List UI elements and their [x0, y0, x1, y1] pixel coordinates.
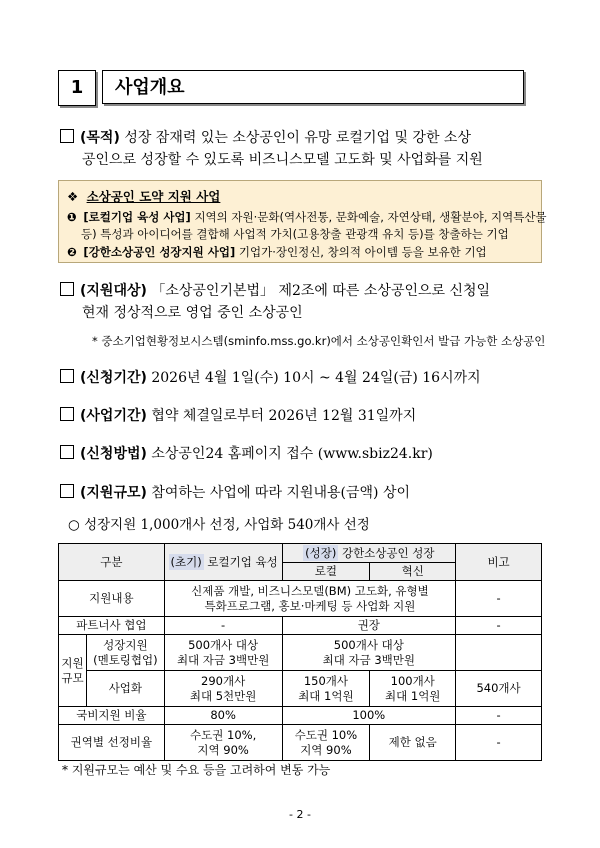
item1-text: 지역의 자원·문화(역사전통, 문화예술, 자연상태, 생활분야, 지역특산물 — [190, 210, 547, 224]
purpose-label: (목적) — [80, 130, 120, 146]
header-innov-sub: 혁신 — [370, 563, 456, 581]
row-support-content-note: - — [456, 581, 542, 617]
header-note: 비고 — [456, 544, 542, 581]
regional-local-line1: 수도권 10%, — [190, 727, 257, 742]
target-row — [60, 280, 490, 302]
checkbox-icon — [60, 282, 74, 296]
row-regional-local — [164, 725, 282, 761]
number-one-icon: ❶ — [67, 210, 77, 224]
highlight-title: 소상공인 도약 지원 사업 — [86, 189, 221, 204]
highlight-title-row — [67, 187, 220, 205]
header-local — [164, 544, 282, 581]
header-strong-tag: (성장) — [305, 545, 337, 560]
row-growth-strong — [282, 635, 456, 671]
item2-label: [강한소상공인 성장지원 사업] — [83, 245, 236, 259]
scale-group-line1: 지원 — [61, 655, 84, 670]
checkbox-icon — [60, 129, 74, 143]
row-commercial-strong-local — [282, 671, 370, 707]
header-strong-text: 강한소상공인 성장 — [338, 545, 435, 560]
scale-sub: ○ 성장지원 1,000개사 선정, 사업화 540개사 선정 — [68, 517, 370, 533]
apply-method-label: (신청방법) — [80, 446, 147, 462]
commercial-strong-local-line1: 150개사 — [303, 673, 348, 688]
row-commercial-label: 사업화 — [86, 671, 164, 707]
row-national-ratio-local: 80% — [164, 707, 282, 725]
scale-label: (지원규모) — [80, 485, 147, 501]
header-strong — [282, 544, 456, 563]
growth-label-line2: (멘토링협업) — [93, 652, 158, 667]
row-regional-label: 권역별 선정비율 — [59, 725, 165, 761]
apply-period-row — [60, 367, 481, 389]
row-national-ratio-note: - — [456, 707, 542, 725]
section-number: 1 — [58, 70, 96, 106]
row-regional-note: - — [456, 725, 542, 761]
row-growth-note — [456, 635, 542, 671]
commercial-local-line1: 290개사 — [201, 673, 246, 688]
highlight-item2 — [67, 244, 487, 260]
commercial-local-line2: 최대 5천만원 — [189, 688, 257, 703]
section-title: 사업개요 — [102, 70, 524, 104]
number-two-icon: ❷ — [67, 245, 77, 259]
target-label: (지원대상) — [80, 283, 147, 299]
checkbox-icon — [60, 445, 74, 459]
item1-text2: 등) 특성과 아이디어를 결합해 사업적 가치(고용창출 관광객 유치 등)를 창출하는 기업 — [81, 227, 509, 241]
row-national-ratio-strong: 100% — [282, 707, 456, 725]
project-period-label: (사업기간) — [80, 408, 147, 424]
header-gubun: 구분 — [59, 544, 165, 581]
growth-label-line1: 성장지원 — [103, 637, 148, 652]
apply-method-text: 소상공인24 홈페이지 접수 (www.sbiz24.kr) — [151, 446, 433, 462]
row-partner-note: - — [456, 617, 542, 635]
diamond-icon: ❖ — [67, 189, 79, 204]
support-content-line1: 신제품 개발, 비즈니스모델(BM) 고도화, 유형별 — [191, 583, 429, 598]
highlight-box — [58, 180, 547, 263]
row-commercial-strong-innov — [370, 671, 456, 707]
target-line1: 「소상공인기본법」 제2조에 따른 소상공인으로 신청일 — [151, 283, 491, 299]
growth-strong-line2: 최대 자금 3백만원 — [322, 652, 415, 667]
header-local-text: 로컬기업 육성 — [203, 554, 278, 569]
purpose-row — [60, 127, 471, 149]
header-local-tag: (초기) — [170, 554, 202, 569]
row-partner-local: - — [164, 617, 282, 635]
highlight-item1 — [67, 209, 547, 225]
target-note: * 중소기업현황정보시스템(sminfo.mss.go.kr)에서 소상공인확인서 발급 가능한 소상공인 — [92, 334, 546, 348]
scale-row — [60, 482, 410, 504]
regional-strong-local-line2: 지역 90% — [300, 742, 352, 757]
row-support-content-label: 지원내용 — [59, 581, 165, 617]
target-line2: 현재 정상적으로 영업 중인 소상공인 — [82, 305, 303, 321]
row-commercial-note: 540개사 — [456, 671, 542, 707]
row-growth-local — [164, 635, 282, 671]
project-period-row — [60, 405, 416, 427]
item1-label: [로컬기업 육성 사업] — [83, 210, 191, 224]
regional-strong-local-line1: 수도권 10% — [294, 727, 358, 742]
apply-method-row — [60, 443, 433, 465]
row-scale-group — [59, 635, 87, 707]
support-scale-table — [58, 543, 542, 761]
checkbox-icon — [60, 484, 74, 498]
apply-period-text: 2026년 4월 1일(수) 10시 ~ 4월 24일(금) 16시까지 — [151, 370, 481, 386]
row-growth-label — [86, 635, 164, 671]
row-national-ratio-label: 국비지원 비율 — [59, 707, 165, 725]
apply-period-label: (신청기간) — [80, 370, 147, 386]
checkbox-icon — [60, 369, 74, 383]
support-content-line2: 특화프로그램, 홍보·마케팅 등 사업화 지원 — [204, 598, 416, 613]
checkbox-icon — [60, 407, 74, 421]
row-regional-strong-innov: 제한 없음 — [370, 725, 456, 761]
row-regional-strong-local — [282, 725, 370, 761]
growth-strong-line1: 500개사 대상 — [333, 637, 404, 652]
header-local-sub: 로컬 — [282, 563, 370, 581]
row-commercial-local — [164, 671, 282, 707]
scale-text: 참여하는 사업에 따라 지원내용(금액) 상이 — [151, 485, 410, 501]
growth-local-line2: 최대 자금 3백만원 — [176, 652, 270, 667]
row-support-content — [164, 581, 455, 617]
commercial-strong-innov-line1: 100개사 — [390, 673, 435, 688]
purpose-line1: 성장 잠재력 있는 소상공인이 유망 로컬기업 및 강한 소상 — [124, 130, 471, 146]
row-partner-strong: 권장 — [282, 617, 456, 635]
scale-group-line2: 규모 — [61, 670, 84, 685]
footnote: * 지원규모는 예산 및 수요 등을 고려하여 변동 가능 — [62, 763, 331, 777]
commercial-strong-local-line2: 최대 1억원 — [298, 688, 354, 703]
commercial-strong-innov-line2: 최대 1억원 — [385, 688, 441, 703]
regional-local-line2: 지역 90% — [197, 742, 249, 757]
item2-text: 기업가·장인정신, 창의적 아이템 등을 보유한 기업 — [235, 245, 487, 259]
row-partner-label: 파트너사 협업 — [59, 617, 165, 635]
project-period-text: 협약 체결일로부터 2026년 12월 31일까지 — [151, 408, 417, 424]
growth-local-line1: 500개사 대상 — [188, 637, 259, 652]
purpose-line2: 공인으로 성장할 수 있도록 비즈니스모델 고도화 및 사업화를 지원 — [82, 152, 483, 168]
page-number: - 2 - — [289, 808, 311, 821]
